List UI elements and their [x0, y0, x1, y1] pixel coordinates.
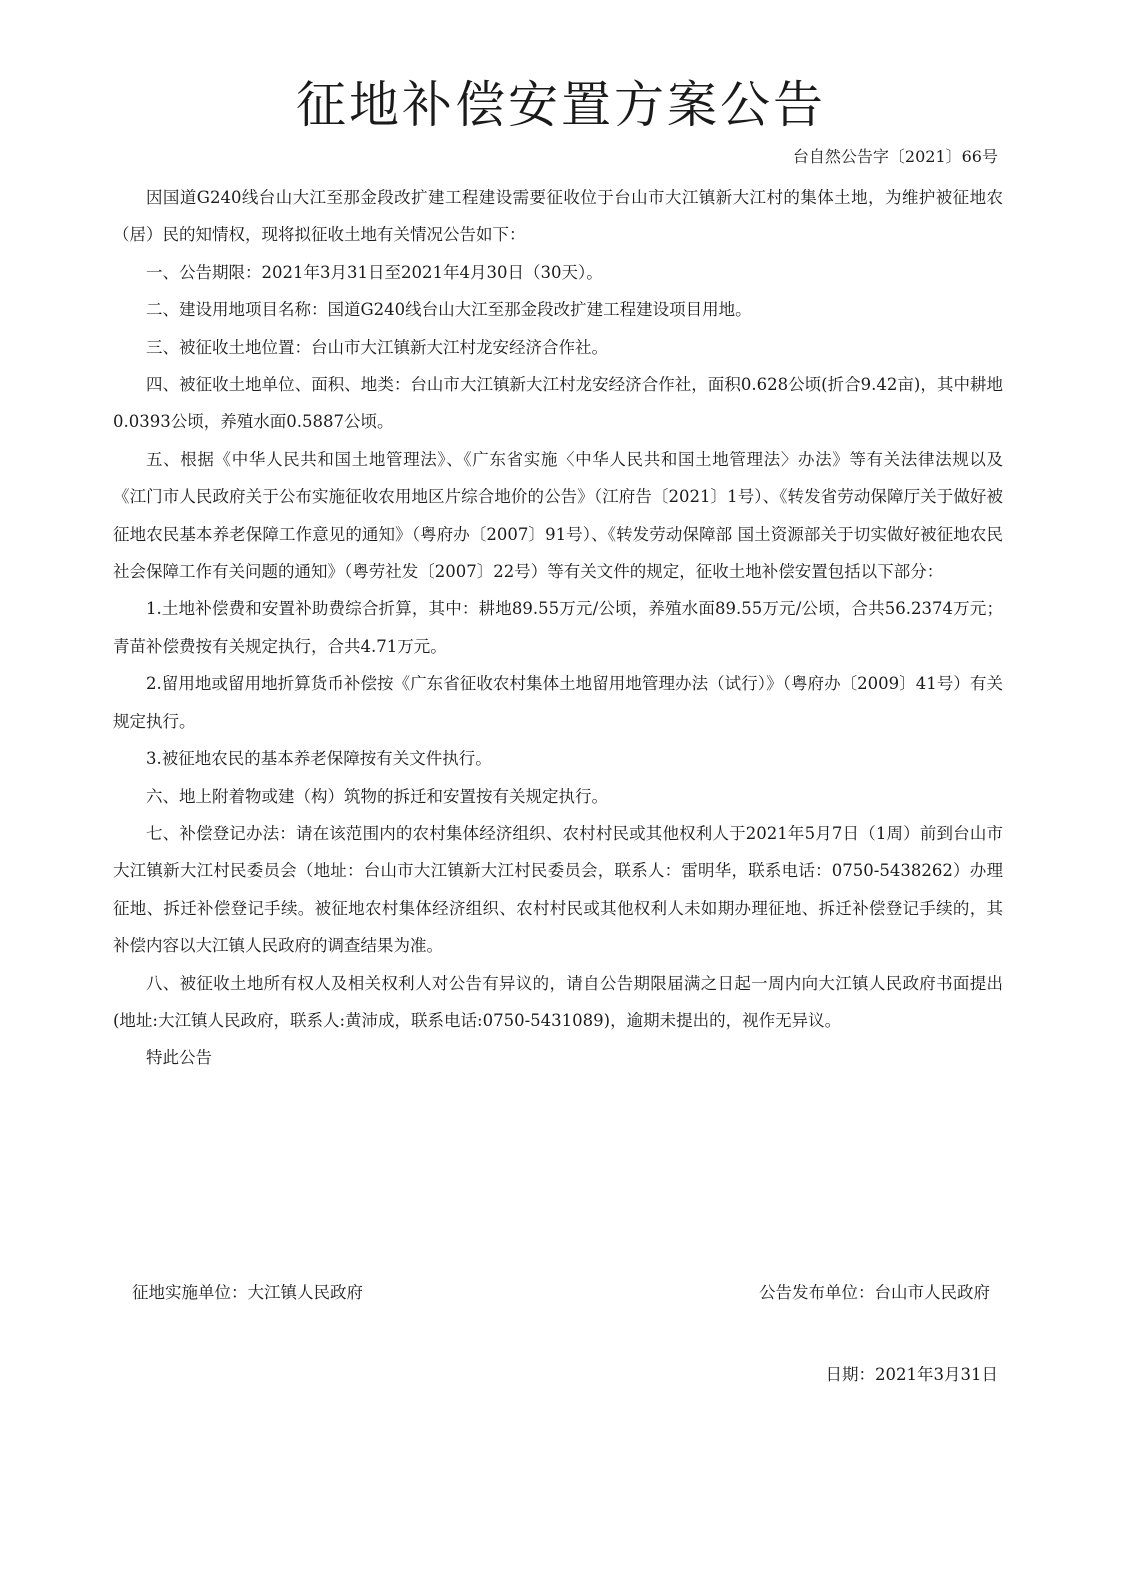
- paragraph-compensation-3: 3.被征地农民的基本养老保障按有关文件执行。: [146, 749, 492, 769]
- document-title: 征地补偿安置方案公告: [296, 76, 826, 134]
- paragraph-compensation-1: 1.土地补偿费和安置补助费综合折算，其中：耕地89.55万元/公顷，养殖水面89.55万元/公顷，合共56.2374万元；青苗补偿费按有关规定执行，合共4.71万元。: [113, 599, 1003, 656]
- document-number: 台自然公告字〔2021〕66号: [792, 147, 998, 166]
- paragraph-objection: 八、被征收土地所有权人及相关权利人对公告有异议的，请自公告期限届满之日起一周内向大江镇人民政府书面提出(地址:大江镇人民政府，联系人:黄沛成，联系电话:0750-5431089)，逾期未提出的，视作无异议。: [113, 973, 1003, 1030]
- paragraph-compensation-2: 2.留用地或留用地折算货币补偿按《广东省征收农村集体土地留用地管理办法（试行）》（粤府办〔2009〕41号）有关规定执行。: [113, 674, 1003, 731]
- paragraph-relocation: 六、地上附着物或建（构）筑物的拆迁和安置按有关规定执行。: [146, 786, 608, 806]
- paragraph-intro: 因国道G240线台山大江至那金段改扩建工程建设需要征收位于台山市大江镇新大江村的集体土地，为维护被征地农（居）民的知情权，现将拟征收土地有关情况公告如下：: [113, 188, 1003, 245]
- paragraph-land-area: 四、被征收土地单位、面积、地类：台山市大江镇新大江村龙安经济合作社，面积0.628公顷(折合9.42亩)，其中耕地0.0393公顷，养殖水面0.5887公顷。: [113, 375, 1003, 432]
- paragraph-announcement-period: 一、公告期限：2021年3月31日至2021年4月30日（30天）。: [146, 262, 603, 282]
- document-body: [113, 179, 1003, 1077]
- paragraph-legal-basis: 五、根据《中华人民共和国土地管理法》、《广东省实施〈中华人民共和国土地管理法〉办法》等有关法律法规以及《江门市人民政府关于公布实施征收农用地区片综合地价的公告》（江府告〔2021〕1号）、《转发省劳动保障厅关于做好被征地农民基本养老保障工作意见的通知》（粤府办〔2007〕91号）、《转发劳动保障部 国土资源部关于切实做好被征地农民社会保障工作有关问题的通知》（粤劳社发〔2007〕22号）等有关文件的规定，征收土地补偿安置包括以下部分：: [113, 449, 1003, 582]
- paragraph-registration: 七、补偿登记办法：请在该范围内的农村集体经济组织、农村村民或其他权利人于2021年5月7日（1周）前到台山市大江镇新大江村民委员会（地址：台山市大江镇新大江村民委员会，联系人：雷明华，联系电话：0750-5438262）办理征地、拆迁补偿登记手续。被征地农村集体经济组织、农村村民或其他权利人未如期办理征地、拆迁补偿登记手续的，其补偿内容以大江镇人民政府的调查结果为准。: [113, 823, 1003, 956]
- implementing-unit: 征地实施单位：大江镇人民政府: [132, 1283, 363, 1302]
- publishing-unit: 公告发布单位：台山市人民政府: [759, 1283, 990, 1302]
- document-date: 日期：2021年3月31日: [825, 1365, 998, 1384]
- paragraph-closing: 特此公告: [146, 1048, 212, 1068]
- paragraph-land-location: 三、被征收土地位置：台山市大江镇新大江村龙安经济合作社。: [146, 337, 608, 357]
- paragraph-project-name: 二、建设用地项目名称：国道G240线台山大江至那金段改扩建工程建设项目用地。: [146, 300, 752, 320]
